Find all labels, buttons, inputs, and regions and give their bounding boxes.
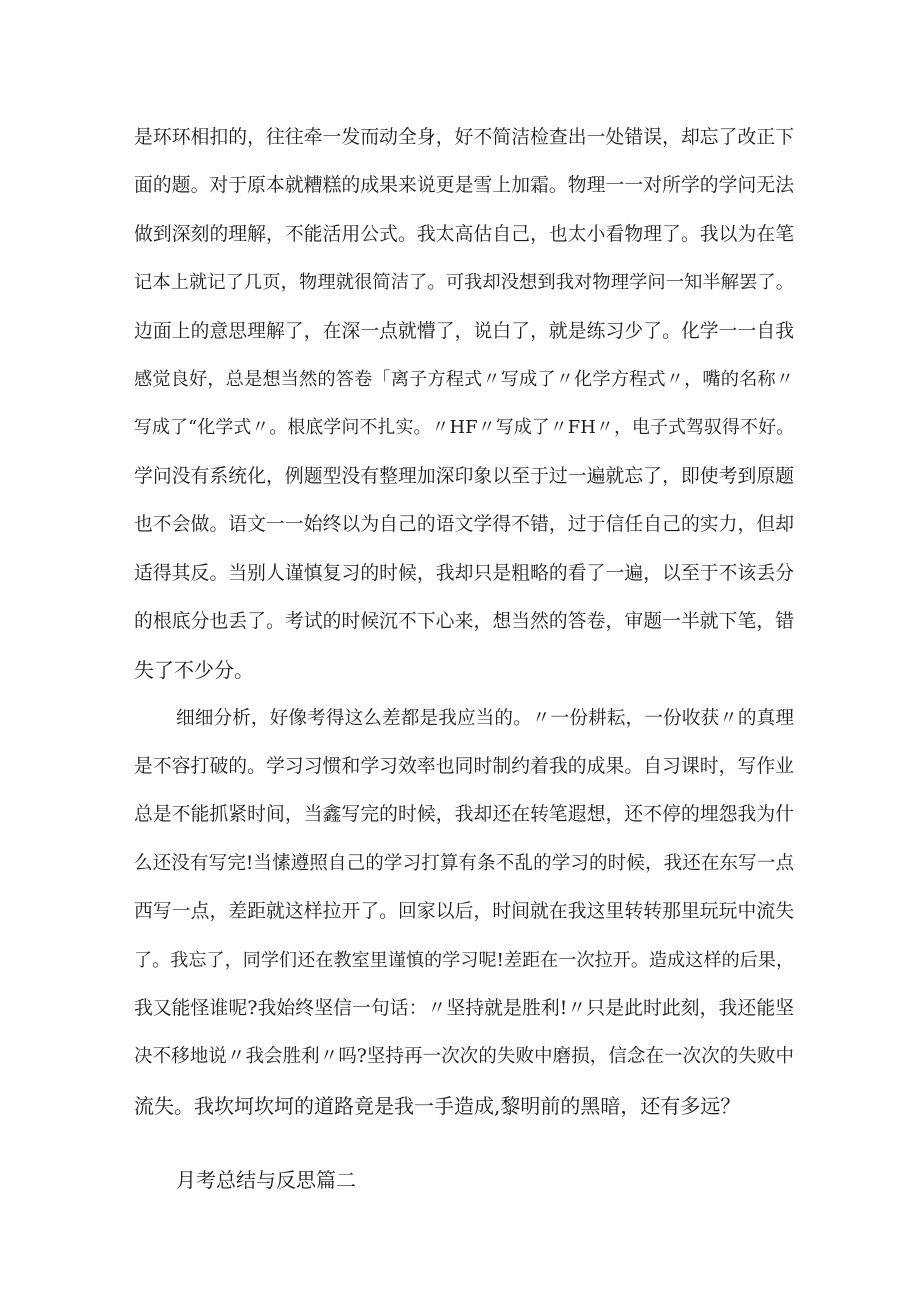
text-line: 边面上的意思理解了，在深一点就懵了，说白了，就是练习少了。化学一一自我 [134,320,794,342]
text-line: 面的题。对于原本就糟糕的成果来说更是雪上加霜。物理一一对所学的学问无法 [134,175,794,197]
document-body [134,114,794,1130]
text-line: 的根底分也丢了。考试的时候沉不下心来，想当然的答卷，审题一半就下笔，错 [134,610,794,632]
text-line: 感觉良好，总是想当然的答卷「离子方程式〃写成了〃化学方程式〃，嘴的名称〃 [134,368,794,390]
text-line: 细细分析，好像考得这么差都是我应当的。〃一份耕耘，一份收获〃的真理 [176,707,794,729]
text-line: 适得其反。当别人谨慎复习的时候，我却只是粗略的看了一遍，以至于不该丢分 [134,562,794,584]
text-line: 记本上就记了几页，物理就很简洁了。可我却没想到我对物理学问一知半解罢了。 [134,272,794,294]
section-heading: 月考总结与反思篇二 [176,1168,356,1192]
text-line: 是不容打破的。学习习惯和学习效率也同时制约着我的成果。自习课时，写作业 [134,756,794,778]
text-line: 么还没有写完!当愫遵照自己的学习打算有条不乱的学习的时候，我还在东写一点 [134,852,794,874]
text-line: 是环环相扣的，往往牵一发而动全身，好不简洁检查出一处错误，却忘了改正下 [134,127,794,148]
text-line: 西写一点，差距就这样拉开了。回家以后，时间就在我这里转转那里玩玩中流失 [134,901,794,923]
text-line: 了。我忘了，同学们还在教室里谨慎的学习呢!差距在一次拉开。造成这样的后果， [134,949,794,971]
paragraph-1 [134,114,794,695]
text-line: 我又能怪谁呢?我始终坚信一句话：〃坚持就是胜利!〃只是此时此刻，我还能坚 [134,998,794,1020]
text-line: 决不移地说〃我会胜利〃吗?坚持再一次次的失败中磨损，信念在一次次的失败中 [134,1046,794,1068]
paragraph-2 [134,695,794,1131]
text-line: 流失。我坎坷坎坷的道路竟是我一手造成,黎明前的黑暗，还有多远？ [134,1093,741,1118]
text-line: 写成了“化学式〃。根底学问不扎实。〃HF〃写成了〃FH〃，电子式驾驭得不好。 [134,417,794,439]
text-line: 失了不少分。 [134,658,254,683]
text-line: 学问没有系统化，例题型没有整理加深印象以至于过一遍就忘了，即使考到原题 [134,465,794,487]
text-line: 总是不能抓紧时间，当鑫写完的时候，我却还在转笔遐想，还不停的埋怨我为什 [134,804,794,826]
text-line: 做到深刻的理解，不能活用公式。我太高估自己，也太小看物理了。我以为在笔 [134,223,794,245]
text-line: 也不会做。语文一一始终以为自己的语文学得不错，过于信任自己的实力，但却 [134,514,794,536]
